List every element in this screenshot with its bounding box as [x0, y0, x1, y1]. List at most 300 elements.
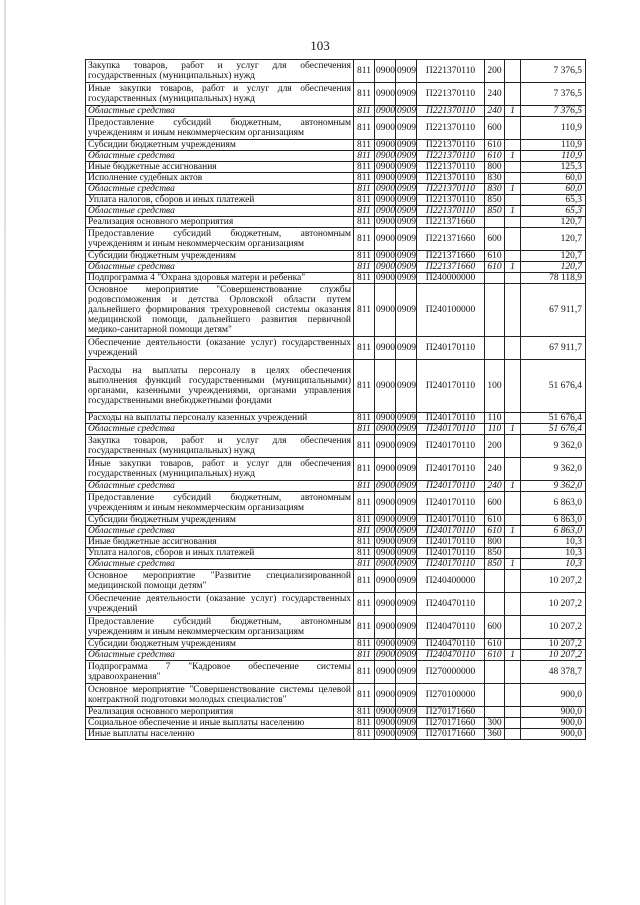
cell-pr: 0909 — [397, 273, 416, 283]
cell-vr: 850 — [485, 548, 505, 559]
cell-mark — [505, 458, 521, 481]
cell-sum: 6 863,0 — [521, 515, 586, 526]
cell-ved: 811 — [354, 284, 375, 337]
cell-rz: 0900 — [376, 718, 395, 728]
cell-vr: 800 — [485, 162, 505, 173]
cell-mark — [505, 228, 521, 251]
cell-mark — [505, 661, 521, 684]
cell-rz: 0900 — [375, 435, 396, 458]
cell-rz: 0900 — [376, 217, 395, 227]
cell-rz: 0900 — [376, 559, 395, 569]
cell-sum: 110,9 — [521, 140, 586, 151]
cell-pr: 0909 — [397, 537, 416, 547]
cell-csr: П240170110 — [417, 435, 485, 458]
cell-sum: 10,3 — [521, 548, 586, 559]
cell-mark — [505, 217, 521, 228]
cell-rz: 0900 — [376, 151, 395, 161]
cell-vr: 610 — [485, 151, 505, 162]
cell-pr: 0909 — [397, 173, 416, 183]
cell-ved: 811 — [354, 251, 375, 262]
cell-name: Иные бюджетные ассигнования — [86, 162, 354, 173]
cell-csr: П240470110 — [417, 639, 485, 650]
cell-name: Областные средства — [86, 650, 354, 661]
cell-rz: 0900 — [375, 360, 396, 413]
cell-sum: 10 207,2 — [521, 639, 586, 650]
cell-mark — [505, 251, 521, 262]
cell-sum: 67 911,7 — [521, 337, 586, 360]
cell-sum: 78 118,9 — [521, 273, 586, 284]
table-row — [86, 729, 586, 740]
cell-mark — [505, 718, 521, 729]
cell-mark: 1 — [505, 151, 521, 162]
cell-sum: 10 207,2 — [521, 593, 586, 616]
cell-sum: 65,3 — [521, 206, 586, 217]
cell-pr: 0909 — [397, 251, 416, 261]
table-row — [86, 718, 586, 729]
cell-ved: 811 — [354, 83, 375, 106]
cell-sum: 900,0 — [521, 718, 586, 729]
table-row — [86, 593, 586, 616]
cell-rz: 0900 — [376, 184, 395, 194]
table-row — [86, 650, 586, 661]
cell-csr: П270171660 — [417, 729, 485, 740]
cell-mark — [505, 117, 521, 140]
cell-rz: 0900 — [376, 537, 395, 547]
cell-pr: 0909 — [396, 83, 417, 106]
cell-mark: 1 — [505, 526, 521, 537]
cell-pr: 0909 — [396, 337, 417, 360]
cell-csr: П221370110 — [417, 206, 485, 217]
table-row — [86, 481, 586, 492]
cell-mark — [505, 435, 521, 458]
cell-ved: 811 — [354, 60, 375, 83]
cell-vr: 300 — [485, 718, 505, 729]
cell-ved: 811 — [354, 559, 375, 570]
table-row — [86, 661, 586, 684]
cell-mark: 1 — [505, 481, 521, 492]
cell-rz: 0900 — [376, 251, 395, 261]
cell-name: Уплата налогов, сборов и иных платежей — [86, 548, 354, 559]
cell-vr: 110 — [485, 424, 505, 435]
cell-sum: 48 378,7 — [521, 661, 586, 684]
cell-rz: 0900 — [376, 526, 395, 536]
cell-vr — [485, 273, 505, 284]
cell-sum: 110,9 — [521, 117, 586, 140]
cell-csr: П221370110 — [417, 162, 485, 173]
cell-mark — [505, 570, 521, 593]
cell-csr: П270171660 — [417, 707, 485, 718]
cell-ved: 811 — [354, 140, 375, 151]
cell-pr: 0909 — [396, 684, 417, 707]
budget-table-body — [86, 60, 586, 740]
cell-csr: П221370110 — [417, 195, 485, 206]
cell-ved: 811 — [354, 262, 375, 273]
cell-pr: 0909 — [396, 616, 417, 639]
cell-csr: П221370110 — [417, 184, 485, 195]
cell-name: Областные средства — [86, 151, 354, 162]
cell-pr: 0909 — [397, 515, 416, 525]
cell-pr: 0909 — [396, 661, 417, 684]
cell-ved: 811 — [354, 206, 375, 217]
cell-csr: П240170110 — [417, 526, 485, 537]
cell-vr — [485, 217, 505, 228]
cell-name: Областные средства — [86, 526, 354, 537]
cell-pr: 0909 — [397, 729, 416, 739]
cell-name: Подпрограмма 4 "Охрана здоровья матери и ребенка" — [86, 273, 354, 284]
cell-ved: 811 — [354, 424, 375, 435]
table-row — [86, 217, 586, 228]
table-row — [86, 162, 586, 173]
cell-name: Областные средства — [86, 106, 354, 117]
table-row — [86, 559, 586, 570]
cell-name: Основное мероприятие "Совершенствование системы целевой контрактной подготовки молодых специалистов" — [86, 684, 354, 707]
cell-name: Областные средства — [86, 184, 354, 195]
cell-name: Реализация основного мероприятия — [86, 217, 354, 228]
cell-name: Основное мероприятие "Развитие специализированной медицинской помощи детям" — [86, 570, 354, 593]
cell-ved: 811 — [354, 661, 375, 684]
cell-sum: 110,9 — [521, 151, 586, 162]
cell-csr: П240170110 — [417, 492, 485, 515]
cell-csr: П240170110 — [417, 537, 485, 548]
cell-vr: 240 — [485, 106, 505, 117]
cell-vr: 610 — [485, 526, 505, 537]
cell-rz: 0900 — [375, 83, 396, 106]
cell-mark — [505, 337, 521, 360]
cell-name: Расходы на выплаты персоналу в целях обеспечения выполнения функций государственными (муниципальными) органами, казенными учреждениями, органами управления государственными внебюджетными фондами — [86, 360, 354, 413]
cell-rz: 0900 — [375, 616, 396, 639]
cell-mark: 1 — [505, 206, 521, 217]
cell-mark — [505, 173, 521, 184]
cell-rz: 0900 — [375, 492, 396, 515]
cell-vr: 610 — [485, 251, 505, 262]
cell-vr — [485, 661, 505, 684]
cell-sum: 7 376,5 — [521, 60, 586, 83]
cell-ved: 811 — [354, 537, 375, 548]
cell-ved: 811 — [354, 162, 375, 173]
cell-ved: 811 — [354, 707, 375, 718]
cell-csr: П221371660 — [417, 217, 485, 228]
cell-vr: 240 — [485, 83, 505, 106]
cell-rz: 0900 — [376, 707, 395, 717]
table-row — [86, 195, 586, 206]
cell-name: Иные закупки товаров, работ и услуг для обеспечения государственных (муниципальных) нужд — [86, 458, 354, 481]
cell-vr: 610 — [485, 140, 505, 151]
cell-sum: 51 676,4 — [521, 360, 586, 413]
cell-pr: 0909 — [396, 284, 417, 337]
cell-sum: 900,0 — [521, 707, 586, 718]
cell-ved: 811 — [354, 650, 375, 661]
cell-ved: 811 — [354, 184, 375, 195]
cell-mark: 1 — [505, 424, 521, 435]
cell-vr: 100 — [485, 360, 505, 413]
cell-vr: 800 — [485, 537, 505, 548]
cell-pr: 0909 — [397, 707, 416, 717]
cell-name: Областные средства — [86, 262, 354, 273]
cell-name: Иные выплаты населению — [86, 729, 354, 740]
cell-ved: 811 — [354, 570, 375, 593]
table-row — [86, 151, 586, 162]
cell-csr: П240470110 — [417, 616, 485, 639]
cell-name: Областные средства — [86, 481, 354, 492]
cell-pr: 0909 — [397, 424, 416, 434]
cell-ved: 811 — [354, 151, 375, 162]
cell-sum: 6 863,0 — [521, 492, 586, 515]
cell-csr: П240170110 — [417, 548, 485, 559]
cell-mark: 1 — [505, 184, 521, 195]
cell-sum: 120,7 — [521, 251, 586, 262]
cell-vr: 600 — [485, 228, 505, 251]
cell-sum: 9 362,0 — [521, 481, 586, 492]
cell-sum: 6 863,0 — [521, 526, 586, 537]
cell-mark — [505, 616, 521, 639]
cell-csr: П240170110 — [417, 559, 485, 570]
table-row — [86, 413, 586, 424]
cell-vr: 830 — [485, 184, 505, 195]
table-row — [86, 251, 586, 262]
cell-ved: 811 — [354, 337, 375, 360]
cell-csr: П221370110 — [417, 151, 485, 162]
cell-pr: 0909 — [396, 360, 417, 413]
cell-csr: П270000000 — [417, 661, 485, 684]
cell-vr: 610 — [485, 515, 505, 526]
cell-rz: 0900 — [375, 337, 396, 360]
cell-ved: 811 — [354, 458, 375, 481]
cell-name: Субсидии бюджетным учреждениям — [86, 140, 354, 151]
scan-edge — [4, 0, 6, 905]
cell-name: Предоставление субсидий бюджетным, автономным учреждениям и иным некоммерческим организациям — [86, 117, 354, 140]
cell-vr: 830 — [485, 173, 505, 184]
cell-mark: 1 — [505, 106, 521, 117]
cell-rz: 0900 — [375, 661, 396, 684]
cell-rz: 0900 — [375, 117, 396, 140]
cell-pr: 0909 — [397, 262, 416, 272]
cell-mark — [505, 707, 521, 718]
cell-vr: 610 — [485, 650, 505, 661]
cell-mark — [505, 537, 521, 548]
table-row — [86, 60, 586, 83]
cell-mark — [505, 60, 521, 83]
cell-mark — [505, 284, 521, 337]
cell-name: Обеспечение деятельности (оказание услуг) государственных учреждений — [86, 593, 354, 616]
cell-mark — [505, 195, 521, 206]
cell-rz: 0900 — [376, 639, 395, 649]
table-row — [86, 337, 586, 360]
cell-ved: 811 — [354, 593, 375, 616]
cell-mark — [505, 140, 521, 151]
cell-rz: 0900 — [375, 593, 396, 616]
cell-ved: 811 — [354, 481, 375, 492]
cell-csr: П240170110 — [417, 413, 485, 424]
cell-pr: 0909 — [397, 559, 416, 569]
table-row — [86, 616, 586, 639]
cell-csr: П221370110 — [417, 106, 485, 117]
cell-pr: 0909 — [397, 650, 416, 660]
cell-ved: 811 — [354, 173, 375, 184]
cell-sum: 900,0 — [521, 729, 586, 740]
cell-name: Субсидии бюджетным учреждениям — [86, 639, 354, 650]
cell-rz: 0900 — [376, 424, 395, 434]
cell-csr: П240470110 — [417, 593, 485, 616]
cell-rz: 0900 — [375, 60, 396, 83]
cell-ved: 811 — [354, 729, 375, 740]
cell-pr: 0909 — [397, 718, 416, 728]
cell-pr: 0909 — [396, 492, 417, 515]
cell-vr — [485, 337, 505, 360]
cell-pr: 0909 — [397, 526, 416, 536]
cell-rz: 0900 — [376, 273, 395, 283]
cell-mark — [505, 639, 521, 650]
cell-ved: 811 — [354, 435, 375, 458]
cell-mark — [505, 492, 521, 515]
cell-pr: 0909 — [397, 162, 416, 172]
cell-sum: 51 676,4 — [521, 413, 586, 424]
cell-sum: 125,3 — [521, 162, 586, 173]
cell-csr: П270171660 — [417, 718, 485, 729]
cell-ved: 811 — [354, 195, 375, 206]
table-row — [86, 707, 586, 718]
cell-rz: 0900 — [376, 106, 395, 116]
cell-sum: 120,7 — [521, 228, 586, 251]
cell-ved: 811 — [354, 548, 375, 559]
table-row — [86, 570, 586, 593]
cell-sum: 120,7 — [521, 217, 586, 228]
cell-csr: П240170110 — [417, 360, 485, 413]
cell-csr: П240170110 — [417, 458, 485, 481]
cell-ved: 811 — [354, 684, 375, 707]
cell-csr: П221370110 — [417, 173, 485, 184]
cell-vr: 200 — [485, 60, 505, 83]
cell-mark — [505, 413, 521, 424]
cell-csr: П240170110 — [417, 424, 485, 435]
table-row — [86, 184, 586, 195]
page-number: 103 — [310, 38, 330, 53]
cell-sum: 65,3 — [521, 195, 586, 206]
cell-sum: 51 676,4 — [521, 424, 586, 435]
cell-pr: 0909 — [396, 435, 417, 458]
cell-pr: 0909 — [397, 140, 416, 150]
cell-name: Реализация основного мероприятия — [86, 707, 354, 718]
cell-vr — [485, 707, 505, 718]
cell-vr — [485, 684, 505, 707]
cell-name: Иные бюджетные ассигнования — [86, 537, 354, 548]
table-row — [86, 173, 586, 184]
cell-csr: П221370110 — [417, 60, 485, 83]
cell-pr: 0909 — [396, 117, 417, 140]
cell-rz: 0900 — [375, 458, 396, 481]
cell-rz: 0900 — [376, 173, 395, 183]
cell-ved: 811 — [354, 526, 375, 537]
cell-vr: 850 — [485, 206, 505, 217]
cell-pr: 0909 — [397, 217, 416, 227]
table-row — [86, 515, 586, 526]
cell-name: Субсидии бюджетным учреждениям — [86, 251, 354, 262]
cell-rz: 0900 — [376, 162, 395, 172]
cell-name: Областные средства — [86, 424, 354, 435]
cell-mark — [505, 162, 521, 173]
cell-csr: П221370110 — [417, 83, 485, 106]
cell-rz: 0900 — [375, 684, 396, 707]
cell-name: Областные средства — [86, 559, 354, 570]
cell-csr: П240470110 — [417, 650, 485, 661]
cell-csr: П270100000 — [417, 684, 485, 707]
cell-name: Обеспечение деятельности (оказание услуг) государственных учреждений — [86, 337, 354, 360]
cell-name: Закупка товаров, работ и услуг для обеспечения государственных (муниципальных) нужд — [86, 60, 354, 83]
table-row — [86, 526, 586, 537]
cell-rz: 0900 — [376, 262, 395, 272]
cell-mark — [505, 548, 521, 559]
cell-ved: 811 — [354, 413, 375, 424]
cell-sum: 60,0 — [521, 184, 586, 195]
table-row — [86, 424, 586, 435]
cell-rz: 0900 — [375, 570, 396, 593]
cell-rz: 0900 — [376, 548, 395, 558]
cell-vr: 850 — [485, 559, 505, 570]
cell-pr: 0909 — [396, 593, 417, 616]
table-row — [86, 140, 586, 151]
cell-ved: 811 — [354, 360, 375, 413]
cell-csr: П240400000 — [417, 570, 485, 593]
cell-vr — [485, 593, 505, 616]
table-row — [86, 83, 586, 106]
cell-pr: 0909 — [396, 228, 417, 251]
cell-name: Иные закупки товаров, работ и услуг для обеспечения государственных (муниципальных) нужд — [86, 83, 354, 106]
cell-pr: 0909 — [397, 548, 416, 558]
cell-name: Закупка товаров, работ и услуг для обеспечения государственных (муниципальных) нужд — [86, 435, 354, 458]
cell-rz: 0900 — [376, 195, 395, 205]
table-row — [86, 639, 586, 650]
budget-table — [85, 59, 586, 740]
cell-vr: 600 — [485, 117, 505, 140]
cell-pr: 0909 — [396, 60, 417, 83]
cell-csr: П221370110 — [417, 140, 485, 151]
cell-csr: П221370110 — [417, 117, 485, 140]
cell-mark: 1 — [505, 650, 521, 661]
cell-sum: 10 207,2 — [521, 650, 586, 661]
cell-sum: 10,3 — [521, 537, 586, 548]
cell-mark — [505, 83, 521, 106]
cell-vr: 240 — [485, 481, 505, 492]
cell-mark — [505, 273, 521, 284]
table-row — [86, 273, 586, 284]
cell-vr: 600 — [485, 616, 505, 639]
cell-pr: 0909 — [397, 481, 416, 491]
cell-rz: 0900 — [376, 140, 395, 150]
cell-vr: 360 — [485, 729, 505, 740]
cell-rz: 0900 — [376, 650, 395, 660]
cell-rz: 0900 — [375, 228, 396, 251]
table-row — [86, 106, 586, 117]
cell-rz: 0900 — [376, 413, 395, 423]
cell-mark: 1 — [505, 559, 521, 570]
cell-csr: П240170110 — [417, 515, 485, 526]
cell-name: Подпрограмма 7 "Кадровое обеспечение системы здравоохранения" — [86, 661, 354, 684]
table-row — [86, 228, 586, 251]
cell-vr: 600 — [485, 492, 505, 515]
table-row — [86, 492, 586, 515]
cell-ved: 811 — [354, 228, 375, 251]
cell-ved: 811 — [354, 106, 375, 117]
cell-mark — [505, 593, 521, 616]
cell-rz: 0900 — [376, 206, 395, 216]
cell-vr: 110 — [485, 413, 505, 424]
cell-ved: 811 — [354, 492, 375, 515]
cell-pr: 0909 — [397, 106, 416, 116]
table-row — [86, 537, 586, 548]
cell-vr: 610 — [485, 639, 505, 650]
cell-vr — [485, 570, 505, 593]
cell-mark — [505, 360, 521, 413]
cell-csr: П221371660 — [417, 262, 485, 273]
